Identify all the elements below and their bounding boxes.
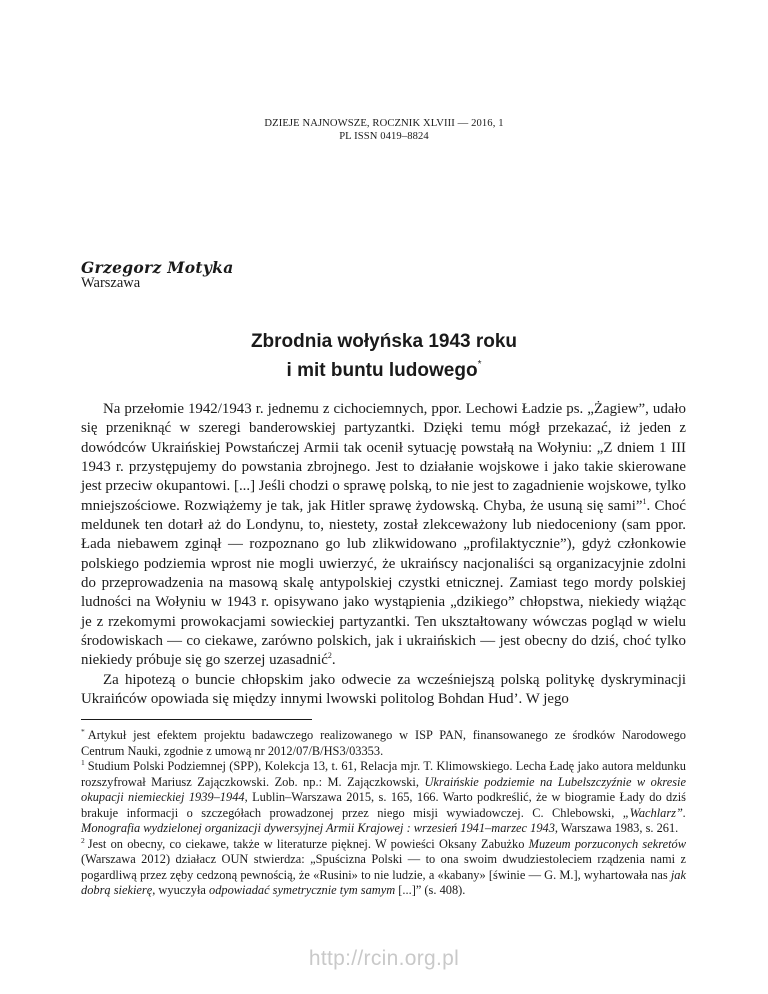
footnote — [81, 728, 686, 759]
article-body — [81, 400, 686, 710]
footnote-mark: 1 — [81, 758, 85, 768]
footnote-title: Ukraińskie podziemie na Lubelszczyźnie w okresie okupacji niemieckiej 1939–1944 — [81, 774, 686, 805]
paragraph-text: . Choć meldunek ten dotarł aż do Londynu, to, niestety, został zlekceważony lub niedoceniony (sam ppor. Łada niebawem zginął — rozpoznano go lub zlikwidowano „profilaktycznie”), gdyż członkowie polskiego podziemia wprost nie mogli uwierzyć, że ukraińscy nacjonaliści są organizacyjnie zdolni do przeprowadzenia na masową skalę antypolskiej czystki etnicznej. Zamiast tego mordy polskiej ludności na Wołyniu w 1943 r. opisywano jako wystąpienia „dzikiego” chłopstwa, niekiedy wiążąc je z rzekomymi prowokacjami sowieckiej partyzantki. Ten ukształtowany wówczas pogląd w wielu środowiskach — co ciekawe, zarówno polskich, jak i ukraińskich — jest obecny do dziś, choć tylko niekiedy próbuje się go szerzej uzasadnić — [81, 497, 686, 669]
footnote-separator — [81, 719, 312, 720]
article-title — [0, 330, 768, 382]
journal-issn: PL ISSN 0419–8824 — [339, 131, 429, 142]
footnote-mark: 2 — [81, 835, 85, 845]
footnote-title: Muzeum porzuconych sekretów — [528, 836, 686, 851]
footnote-emphasis: odpowiadać symetrycznie tym samym — [209, 883, 396, 898]
footnote-text: [...]” (s. 408). — [395, 883, 466, 898]
author-name: Grzegorz Motyka — [81, 258, 234, 277]
journal-header — [0, 117, 768, 143]
footnote-text: Studium Polski Podziemnej (SPP), Kolekcja 13, t. 61, Relacja mjr. T. Klimowskiego. Lecha Ładę jako autora meldunku rozszyfrował Mariusz Zajączkowski. Zob. np.: M. Zajączkowski, — [81, 759, 686, 789]
footnote-ref: 1 — [642, 496, 647, 506]
title-line-1: Zbrodnia wołyńska 1943 roku — [250, 331, 518, 352]
paragraph — [81, 400, 686, 671]
footnote-ref: 2 — [327, 651, 332, 661]
title-footnote-marker: * — [477, 359, 482, 370]
footnote-title: „Wachlarz”. Monografia wydzielonej organizacji dywersyjnej Armii Krajowej : wrzesień 1941–marzec 1943 — [81, 805, 686, 836]
footnote-mark: * — [81, 727, 85, 736]
watermark-url: http://rcin.org.pl — [308, 947, 460, 970]
footnote-text: Artykuł jest efektem projektu badawczego realizowanego w ISP PAN, finansowanego ze środków Narodowego Centrum Nauki, zgodnie z umową nr 2012/07/B/HS3/03353. — [81, 728, 686, 758]
paragraph-text: . — [331, 652, 336, 669]
footnote-text: , wyuczyła — [152, 883, 210, 898]
title-line-2-text: i mit buntu ludowego — [286, 360, 478, 381]
footnote-text: , Warszawa 1983, s. 261. — [554, 821, 679, 836]
footnote-text: (Warszawa 2012) działacz OUN stwierdza: „Spuścizna Polski — to ona swoim dwudziestoleciem rządzenia nami z pogardliwą przez zęby cedzoną pewnością, że «Rusini» to nie ludzie, a «kabany» [świnie — G. M.], wyhartowała nas — [81, 852, 686, 882]
author-affiliation: Warszawa — [81, 275, 141, 291]
footnote — [81, 759, 686, 837]
paragraph: Za hipotezą o buncie chłopskim jako odwecie za wcześniejszą polską politykę dyskryminacji Ukraińców opowiada się między innymi lwowski politolog Bohdan Hud’. W jego — [81, 671, 686, 708]
footnote — [81, 837, 686, 899]
footnotes — [81, 728, 686, 899]
journal-issue: DZIEJE NAJNOWSZE, ROCZNIK XLVIII — 2016, 1 — [264, 118, 504, 129]
paragraph-text: Na przełomie 1942/1943 r. jednemu z cichociemnych, ppor. Lechowi Ładzie ps. „Żagiew”, udało się przeniknąć w szeregi banderowskiej partyzantki. Dzięki temu mógł przekazać, iż jeden z dowódców Ukraińskiej Powstańczej Armii tak ocenił sytuację powstałą na Wołyniu: „Z dniem 1 III 1943 r. przystępujemy do powstania zbrojnego. Jest to działanie wojskowe i jako takie skierowane jest przeciw okupantowi. [...] Jeśli chodzi o sprawę polską, to nie jest to zagadnienie wojskowe, tylko mniejszościowe. Rozwiążemy je tak, jak Hitler sprawę żydowską. Chyba, że usuną się sami” — [81, 401, 686, 514]
footnote-text: , Lublin–Warszawa 2015, s. 165, 166. Warto podkreślić, że w biogramie Łady do dziś brakuje informacji o szczegółach prowadzonej przez niego misji wywiadowczej. C. Chlebowski, — [81, 790, 687, 820]
footnote-text: Jest on obecny, co ciekawe, także w literaturze pięknej. W powieści Oksany Zabużko — [87, 836, 529, 851]
footnote-emphasis: jak dobrą siekierę — [81, 867, 686, 898]
title-line-2 — [0, 353, 768, 382]
